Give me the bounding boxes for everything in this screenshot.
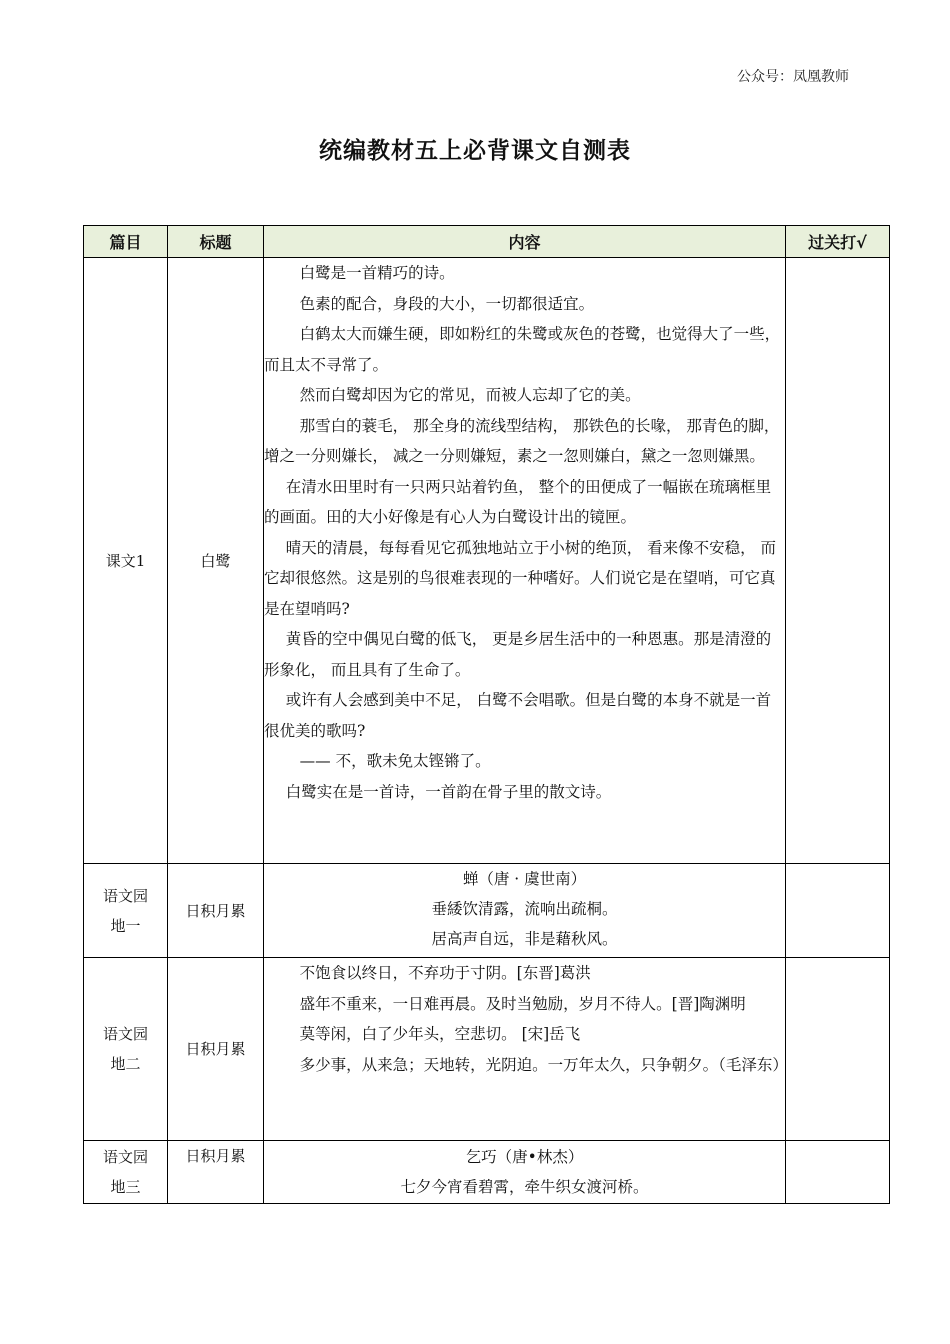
page-title: 统编教材五上必背课文自测表 xyxy=(319,138,631,164)
row-content xyxy=(264,864,786,958)
content-line: 黄昏的空中偶见白鹭的低飞， 更是乡居生活中的一种恩惠。那是清澄的形象化， 而且具有了生命了。 xyxy=(264,630,772,679)
content-line: 不饱食以终日，不弃功于寸阴。[东晋]葛洪 xyxy=(299,964,591,982)
content-line: 乞巧（唐•林杰） xyxy=(465,1148,584,1166)
row-heading: 白鹭 xyxy=(168,258,264,864)
content-line: 白鹭是一首精巧的诗。 xyxy=(299,264,455,282)
content-line: 在清水田里时有一只两只站着钓鱼， 整个的田便成了一幅嵌在琉璃框里的画面。田的大小好像是有心人为白鹭设计出的镜匣。 xyxy=(264,477,772,526)
content-line: 居高声自远，非是藉秋风。 xyxy=(431,930,618,948)
pass-check-cell[interactable] xyxy=(786,258,890,864)
row-content xyxy=(264,958,786,1141)
table-row xyxy=(84,258,890,864)
content-line: 蝉（唐 · 虞世南） xyxy=(462,870,587,888)
content-line: 那雪白的蓑毛， 那全身的流线型结构， 那铁色的长喙， 那青色的脚， 增之一分则嫌长， 减之一分则嫌短，素之一忽则嫌白，黛之一忽则嫌黑。 xyxy=(264,416,780,465)
content-line: 莫等闲，白了少年头，空悲切。 [宋]岳飞 xyxy=(299,1025,581,1043)
row-content xyxy=(264,258,786,864)
pass-check-cell[interactable] xyxy=(786,1141,890,1204)
content-line: 晴天的清晨，每每看见它孤独地站立于小树的绝顶， 看来像不安稳， 而它却很悠然。这是别的鸟很难表现的一种嗜好。人们说它是在望哨，可它真是在望哨吗? xyxy=(264,538,777,618)
row-heading: 日积月累 xyxy=(168,958,264,1141)
content-line: 或许有人会感到美中不足， 白鹭不会唱歌。但是白鹭的本身不就是一首很优美的歌吗? xyxy=(264,691,772,740)
row-content xyxy=(264,1141,786,1204)
content-line: 盛年不重来，一日难再晨。及时当勉励，岁月不待人。[晋]陶渊明 xyxy=(299,994,746,1013)
table-header-row xyxy=(84,226,890,258)
row-section: 语文园地一 xyxy=(84,864,168,958)
content-line: 然而白鹭却因为它的常见，而被人忘却了它的美。 xyxy=(299,386,641,404)
row-section: 语文园地二 xyxy=(84,958,168,1141)
column-header-title: 标题 xyxy=(168,226,264,258)
row-heading: 日积月累 xyxy=(168,1141,264,1204)
content-line: 白鹭实在是一首诗，一首韵在骨子里的散文诗。 xyxy=(285,782,612,801)
content-line: 垂緌饮清露，流响出疏桐。 xyxy=(431,900,618,918)
row-heading: 日积月累 xyxy=(168,864,264,958)
row-section: 语文园地三 xyxy=(84,1141,168,1204)
pass-check-cell[interactable] xyxy=(786,958,890,1141)
row-section: 课文1 xyxy=(84,258,168,864)
table-row xyxy=(84,1141,890,1204)
content-line: 多少事，从来急；天地转，光阴迫。一万年太久，只争朝夕。（毛泽东） xyxy=(299,1055,788,1074)
column-header-section: 篇目 xyxy=(84,226,168,258)
column-header-content: 内容 xyxy=(264,226,786,258)
content-line: 色素的配合，身段的大小，一切都很适宜。 xyxy=(299,294,595,313)
table-row xyxy=(84,958,890,1141)
header-note: 公众号：凤凰教师 xyxy=(737,69,849,85)
pass-check-cell[interactable] xyxy=(786,864,890,958)
content-line: 白鹤太大而嫌生硬，即如粉红的朱鹭或灰色的苍鹭，也觉得大了一些，而且太不寻常了。 xyxy=(264,325,781,374)
content-line: —— 不，歌未免太铿锵了。 xyxy=(299,752,491,770)
column-header-pass-check: 过关打√ xyxy=(786,226,890,258)
content-line: 七夕今宵看碧霄，牵牛织女渡河桥。 xyxy=(400,1178,649,1196)
table-row xyxy=(84,864,890,958)
self-test-table xyxy=(83,225,890,1204)
